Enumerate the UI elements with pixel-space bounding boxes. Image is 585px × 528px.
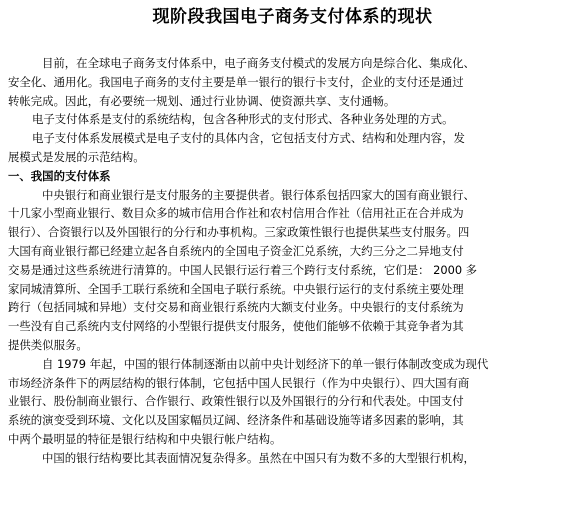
paragraph-line: 电子支付体系发展模式是电子支付的具体内含，它包括支付方式、结构和处理内容，发 xyxy=(32,131,465,146)
paragraph-line: 业银行、股份制商业银行、合作银行、政策性银行以及外国银行的分行和代表处。中国支付 xyxy=(8,394,464,409)
paragraph-line: 十几家小型商业银行、数目众多的城市信用合作社和农村信用合作社（信用社正在合并成为 xyxy=(8,206,464,221)
paragraph-line: 市场经济条件下的两层结构的银行体制，它包括中国人民银行（作为中央银行）、四大国有商 xyxy=(8,375,470,390)
section-paragraph-1 xyxy=(8,186,582,355)
paragraph-line: 安全化、通用化。我国电子商务的支付主要是单一银行的银行卡支付，企业的支付还是通过 xyxy=(8,74,464,89)
intro-paragraph-1 xyxy=(8,54,582,110)
paragraph-line: 系统的演变受到环境、文化以及国家幅员辽阔、经济条件和基础设施等诸多因素的影响，其 xyxy=(8,413,464,428)
paragraph-line: 大国有商业银行都已经建立起各自系统内的全国电子资金汇兑系统，大约三分之二异地支付 xyxy=(8,243,464,258)
intro-paragraph-3 xyxy=(8,129,582,167)
paragraph-line: 中两个最明显的特征是银行结构和中央银行帐户结构。 xyxy=(8,431,282,446)
paragraph-line: 银行）、合资银行以及外国银行的分行和办事机构。三家政策性银行也提供某些支付服务。四 xyxy=(8,225,470,240)
paragraph-line: 展模式是发展的示范结构。 xyxy=(8,149,145,164)
section-paragraph-2 xyxy=(8,355,582,449)
paragraph-line: 电子支付体系是支付的系统结构，包含各种形式的支付形式、各种业务处理的方式。 xyxy=(32,112,454,127)
document-body xyxy=(8,54,582,468)
paragraph-line: 交易是通过这些系统进行清算的。中国人民银行运行着三个跨行支付系统，它们是： 2000 多 xyxy=(8,262,478,277)
paragraph-line: 自 1979 年起，中国的银行体制逐渐由以前中央计划经济下的单一银行体制改变成为现代 xyxy=(42,356,489,371)
paragraph-line: 家同城清算所、全国手工联行系统和全国电子联行系统。中央银行运行的支付系统主要处理 xyxy=(8,281,464,296)
paragraph-line: 目前，在全球电子商务支付体系中，电子商务支付模式的发展方向是综合化、集成化、 xyxy=(42,56,475,70)
intro-paragraph-2 xyxy=(8,110,582,129)
paragraph-line: 转帐完成。因此，有必要统一规划、通过行业协调、使资源共享、支付通畅。 xyxy=(8,93,396,108)
paragraph-line: 跨行（包括同城和异地）支付交易和商业银行系统内大额支付业务。中央银行的支付系统为 xyxy=(8,300,464,315)
paragraph-line: 一些没有自己系统内支付网络的小型银行提供支付服务，使他们能够不依赖于其竞争者为其 xyxy=(8,319,464,334)
document-title: 现阶段我国电子商务支付体系的现状 xyxy=(152,7,433,27)
paragraph-line: 中央银行和商业银行是支付服务的主要提供者。银行体系包括四家大的国有商业银行、 xyxy=(42,187,475,202)
paragraph-line: 提供类似服务。 xyxy=(8,337,88,352)
paragraph-line: 中国的银行结构要比其表面情况复杂得多。虽然在中国只有为数不多的大型银行机构， xyxy=(42,450,475,465)
section-paragraph-3 xyxy=(8,449,582,468)
section-heading: 一、我国的支付体系 xyxy=(8,168,111,183)
